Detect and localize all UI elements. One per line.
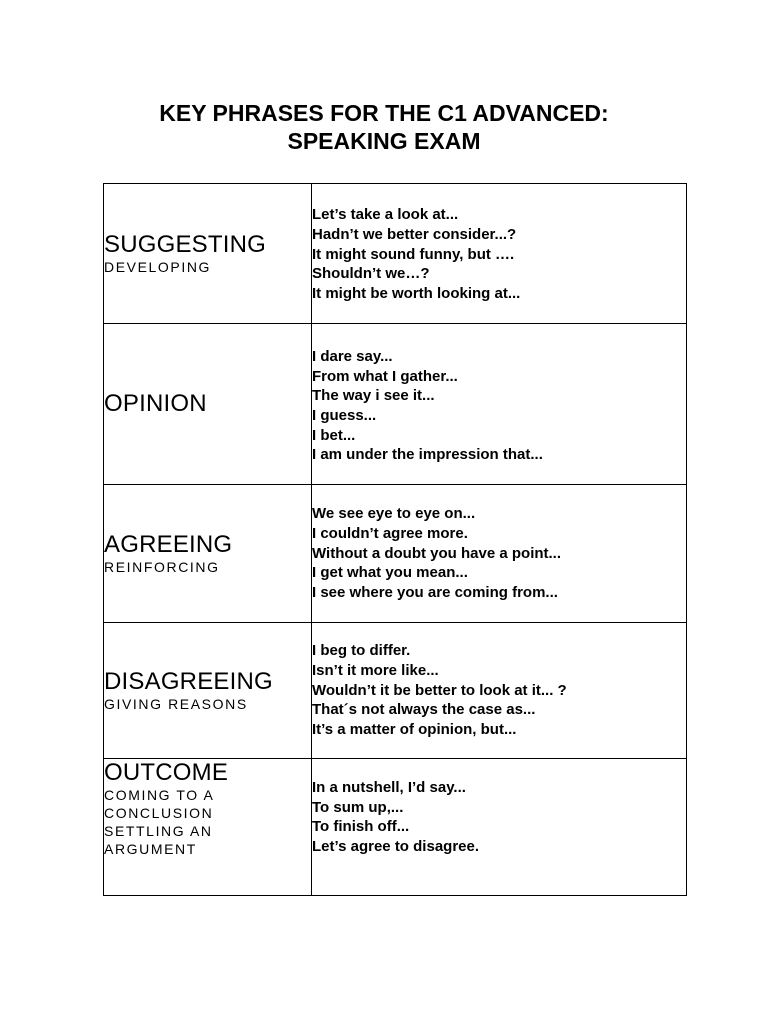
phrase-item: We see eye to eye on... bbox=[312, 505, 476, 523]
phrase-item: Shouldn’t we…? bbox=[312, 265, 430, 283]
phrase-item: Isn’t it more like... bbox=[312, 661, 439, 679]
title-line-2: SPEAKING EXAM bbox=[287, 128, 481, 154]
phrase-item: I guess... bbox=[312, 407, 377, 424]
table-row bbox=[104, 623, 687, 759]
phrase-item: Wouldn’t it be better to look at it... ? bbox=[312, 681, 567, 699]
category-subtitle: CONCLUSION bbox=[104, 805, 214, 821]
phrase-item: It’s a matter of opinion, but... bbox=[312, 721, 517, 739]
phrase-item: I couldn’t agree more. bbox=[312, 524, 468, 542]
phrases-cell bbox=[312, 623, 687, 759]
phrases-cell bbox=[312, 759, 687, 896]
phrase-item: It might sound funny, but …. bbox=[312, 245, 515, 263]
phrase-item: I dare say... bbox=[312, 347, 393, 365]
phrase-item: Let’s take a look at... bbox=[312, 206, 459, 224]
phrase-item: Hadn’t we better consider...? bbox=[312, 225, 517, 243]
table-row bbox=[104, 759, 687, 896]
phrases-cell bbox=[312, 324, 687, 485]
category-cell bbox=[104, 623, 312, 759]
category-cell bbox=[104, 485, 312, 623]
category-name: DISAGREEING bbox=[104, 667, 273, 695]
title-line-1: KEY PHRASES FOR THE C1 ADVANCED: bbox=[159, 100, 609, 126]
category-subtitle: GIVING REASONS bbox=[104, 695, 248, 712]
phrase-item: Let’s agree to disagree. bbox=[312, 838, 480, 856]
table-row bbox=[104, 184, 687, 324]
category-subtitle: COMING TO A bbox=[104, 787, 215, 803]
phrase-item: That´s not always the case as... bbox=[312, 701, 536, 719]
category-cell bbox=[104, 759, 312, 896]
table-row bbox=[104, 324, 687, 485]
phrase-item: I get what you mean... bbox=[312, 564, 468, 582]
phrase-item: To sum up,... bbox=[312, 798, 404, 816]
phrase-item: I bet... bbox=[312, 426, 356, 444]
table-row bbox=[104, 485, 687, 623]
category-subtitle: REINFORCING bbox=[104, 558, 220, 575]
phrase-item: To finish off... bbox=[312, 818, 410, 836]
category-name: OUTCOME bbox=[104, 759, 229, 786]
table-body bbox=[104, 184, 687, 896]
phrase-item: Without a doubt you have a point... bbox=[312, 544, 562, 562]
category-name: SUGGESTING bbox=[104, 230, 267, 258]
phrase-item: I am under the impression that... bbox=[312, 446, 543, 464]
category-subtitle: DEVELOPING bbox=[104, 258, 212, 275]
phrase-item: It might be worth looking at... bbox=[312, 285, 521, 303]
category-cell bbox=[104, 324, 312, 485]
phrase-item: From what I gather... bbox=[312, 367, 458, 385]
phrase-item: In a nutshell, I’d say... bbox=[312, 779, 466, 796]
phrase-item: I see where you are coming from... bbox=[312, 584, 558, 602]
page-title bbox=[0, 99, 768, 155]
category-subtitle: SETTLING AN bbox=[104, 823, 213, 839]
category-cell bbox=[104, 184, 312, 324]
key-phrases-table bbox=[103, 183, 687, 896]
phrase-item: The way i see it... bbox=[312, 387, 435, 405]
phrase-item: I beg to differ. bbox=[312, 642, 411, 660]
category-name: OPINION bbox=[104, 390, 207, 417]
category-name: AGREEING bbox=[104, 530, 233, 558]
phrases-cell bbox=[312, 485, 687, 623]
phrases-cell bbox=[312, 184, 687, 324]
category-subtitle: ARGUMENT bbox=[104, 841, 197, 857]
